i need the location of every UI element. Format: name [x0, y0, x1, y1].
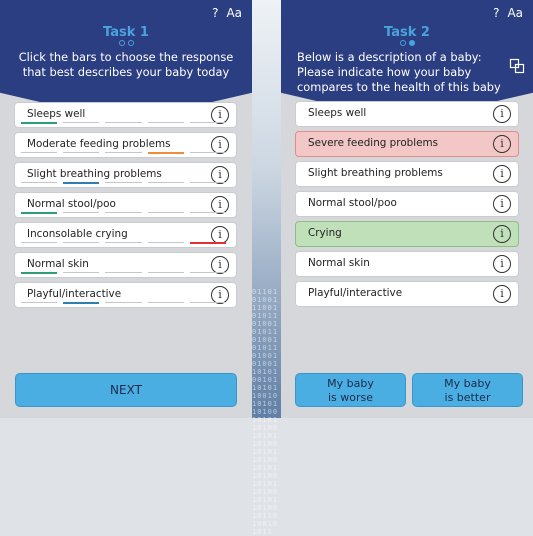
- info-icon[interactable]: i: [493, 225, 511, 243]
- level-bar-5[interactable]: [190, 152, 226, 153]
- info-icon[interactable]: i: [211, 106, 229, 124]
- binary-decoration: 0110101001110010101101001010110100101011010010100110101001011010110010101011010010101101001010110100101011010010101101001010110100101011010010110100101011: [252, 288, 279, 536]
- level-bar-3[interactable]: [105, 272, 141, 273]
- attribute-label: Normal skin: [27, 258, 89, 270]
- info-icon[interactable]: i: [493, 195, 511, 213]
- level-bar-1[interactable]: [21, 272, 57, 274]
- help-icon[interactable]: ?: [493, 6, 500, 20]
- attribute-label: Normal stool/poo: [27, 198, 116, 210]
- worse-line-1: My baby: [327, 377, 374, 390]
- better-line-1: My baby: [444, 377, 491, 390]
- level-bars[interactable]: [21, 182, 226, 184]
- baby-is-worse-button[interactable]: [295, 373, 406, 407]
- attribute-label: Inconsolable crying: [27, 228, 128, 240]
- level-bars[interactable]: [21, 272, 226, 274]
- task1-top-icons: [212, 6, 242, 20]
- level-bar-1[interactable]: [21, 122, 57, 124]
- level-bar-2[interactable]: [63, 152, 99, 153]
- font-size-icon[interactable]: Aa: [507, 6, 523, 20]
- attribute-label: Moderate feeding problems: [27, 138, 171, 150]
- info-icon[interactable]: i: [493, 105, 511, 123]
- level-bar-2[interactable]: [63, 182, 99, 184]
- attribute-row-highlight-crying: [295, 221, 519, 247]
- attribute-row[interactable]: [14, 162, 237, 188]
- level-bar-4[interactable]: [148, 122, 184, 123]
- info-icon[interactable]: i: [211, 166, 229, 184]
- attribute-row[interactable]: [14, 132, 237, 158]
- level-bar-2[interactable]: [63, 302, 99, 304]
- attribute-label: Sleeps well: [308, 107, 367, 119]
- level-bar-3[interactable]: [105, 122, 141, 123]
- info-icon[interactable]: i: [493, 255, 511, 273]
- level-bar-2[interactable]: [63, 212, 99, 213]
- attribute-row[interactable]: [14, 252, 237, 278]
- info-icon[interactable]: i: [493, 285, 511, 303]
- level-bar-3[interactable]: [105, 182, 141, 183]
- level-bar-3[interactable]: [105, 242, 141, 243]
- level-bar-1[interactable]: [21, 182, 57, 183]
- level-bar-4[interactable]: [148, 182, 184, 183]
- attribute-row: [295, 281, 519, 307]
- level-bars[interactable]: [21, 152, 226, 154]
- progress-dot-1: [400, 40, 406, 46]
- level-bars[interactable]: [21, 302, 226, 304]
- level-bar-1[interactable]: [21, 212, 57, 214]
- level-bar-5[interactable]: [190, 182, 226, 183]
- attribute-row: [295, 191, 519, 217]
- level-bar-1[interactable]: [21, 242, 57, 243]
- level-bar-4[interactable]: [148, 152, 184, 154]
- task1-attribute-list: [14, 102, 237, 312]
- level-bar-5[interactable]: [190, 212, 226, 213]
- level-bar-5[interactable]: [190, 122, 226, 123]
- baby-is-better-button[interactable]: [412, 373, 523, 407]
- task2-panel: [281, 0, 533, 418]
- attribute-label: Severe feeding problems: [308, 137, 439, 149]
- task2-instruction: Below is a description of a baby: Please indicate how your baby compares to the health of this baby: [297, 50, 501, 94]
- info-icon[interactable]: i: [211, 286, 229, 304]
- attribute-row: [295, 251, 519, 277]
- level-bar-4[interactable]: [148, 302, 184, 303]
- level-bars[interactable]: [21, 212, 226, 214]
- better-line-2: is better: [444, 391, 491, 404]
- level-bar-3[interactable]: [105, 302, 141, 303]
- task2-title: Task 2: [384, 25, 430, 40]
- progress-dot-1: [119, 40, 125, 46]
- attribute-label: Playful/interactive: [308, 287, 403, 299]
- attribute-row: [295, 161, 519, 187]
- task1-panel: [0, 0, 252, 418]
- attribute-label: Playful/interactive: [27, 288, 122, 300]
- level-bar-4[interactable]: [148, 212, 184, 213]
- attribute-label: Sleeps well: [27, 108, 86, 120]
- attribute-label: Normal stool/poo: [308, 197, 397, 209]
- level-bar-2[interactable]: [63, 242, 99, 243]
- info-icon[interactable]: i: [211, 136, 229, 154]
- attribute-label: Slight breathing problems: [27, 168, 162, 180]
- attribute-row: [295, 101, 519, 127]
- task1-instruction: Click the bars to choose the response that best describes your baby today: [18, 50, 234, 79]
- level-bar-2[interactable]: [63, 272, 99, 273]
- level-bar-3[interactable]: [105, 152, 141, 153]
- level-bar-4[interactable]: [148, 272, 184, 273]
- attribute-row-highlight-severe: [295, 131, 519, 157]
- worse-line-2: is worse: [327, 391, 374, 404]
- level-bar-1[interactable]: [21, 152, 57, 153]
- attribute-label: Slight breathing problems: [308, 167, 443, 179]
- level-bar-1[interactable]: [21, 302, 57, 303]
- level-bar-4[interactable]: [148, 242, 184, 243]
- task2-attribute-list: [295, 101, 519, 311]
- task1-title: Task 1: [103, 25, 149, 40]
- info-icon[interactable]: i: [211, 196, 229, 214]
- compare-overlay-icon[interactable]: [509, 58, 525, 74]
- attribute-row[interactable]: [14, 192, 237, 218]
- info-icon[interactable]: i: [211, 256, 229, 274]
- attribute-row[interactable]: [14, 222, 237, 248]
- attribute-label: Normal skin: [308, 257, 370, 269]
- level-bar-5[interactable]: [190, 272, 226, 273]
- info-icon[interactable]: i: [493, 165, 511, 183]
- level-bars[interactable]: [21, 242, 226, 244]
- help-icon[interactable]: ?: [212, 6, 219, 20]
- level-bar-2[interactable]: [63, 122, 99, 123]
- info-icon[interactable]: i: [493, 135, 511, 153]
- progress-dot-2: [409, 40, 415, 46]
- task2-progress-dots: [281, 40, 533, 46]
- progress-dot-2: [128, 40, 134, 46]
- task1-progress-dots: [0, 40, 252, 46]
- attribute-label: Crying: [308, 227, 342, 239]
- level-bar-3[interactable]: [105, 212, 141, 213]
- attribute-row[interactable]: [14, 282, 237, 308]
- panel-divider: [252, 0, 281, 536]
- task2-top-icons: [493, 6, 523, 20]
- info-icon[interactable]: i: [211, 226, 229, 244]
- level-bars[interactable]: [21, 122, 226, 124]
- level-bar-5[interactable]: [190, 302, 226, 303]
- attribute-row[interactable]: [14, 102, 237, 128]
- level-bar-5[interactable]: [190, 242, 226, 244]
- font-size-icon[interactable]: Aa: [226, 6, 242, 20]
- next-button[interactable]: NEXT: [15, 373, 237, 407]
